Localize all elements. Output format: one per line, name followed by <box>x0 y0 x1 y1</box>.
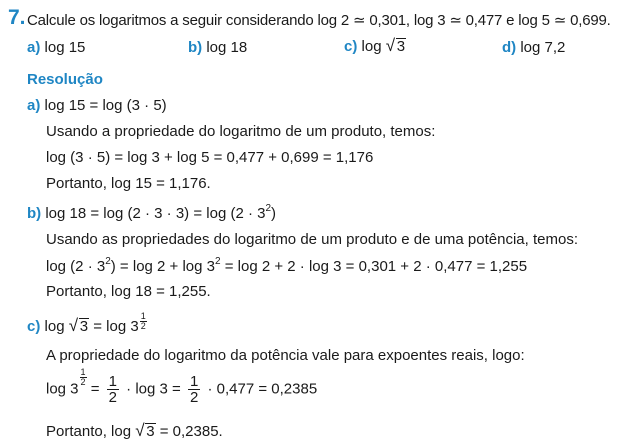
resolution-a-label: a) <box>27 97 41 114</box>
resolution-a-line2: Usando a propriedade do logaritmo de um produto, temos: <box>46 123 436 140</box>
item-b-text: log 18 <box>206 39 248 56</box>
item-b <box>188 39 247 56</box>
resolution-a-eq: log 15 = log (3 · 5) <box>44 97 167 114</box>
exponent-fraction: $\frac{1}{2}$ <box>140 311 146 331</box>
resolution-c-line4: Portanto, log √ 3 = 0,2385. <box>46 421 223 440</box>
resolution-b-line4: Portanto, log 18 = 1,255. <box>46 283 211 300</box>
sqrt-symbol: √ 3 <box>68 316 89 335</box>
resolution-b-line3: $\log (2 \cdot 3^2) = \log 2 + \log 3^2 = \log 2 + 2 \cdot \log 3 = 0,301 + 2 \cdot 0,477 = 1,255$ <box>46 256 528 275</box>
item-b-label: b) <box>188 39 203 56</box>
item-c-radicand: 3 <box>396 38 406 55</box>
item-a-label: a) <box>27 39 41 56</box>
item-a <box>27 39 85 56</box>
resolution-c-line3: log 3 $\frac{1}{2}$ = $\frac{1}{2}$ · log 3 = $\frac{1}{2}$ · 0,477 = 0,2385 <box>46 367 318 406</box>
sqrt-symbol: √ 3 <box>385 36 406 55</box>
resolution-a-line1 <box>27 97 167 114</box>
sqrt-symbol: √ 3 <box>135 421 155 440</box>
resolution-title: Resolução <box>27 71 103 88</box>
resolution-b-eq: $\log 18 = \log (2 \cdot 3 \cdot 3) = \log (2 \cdot 3^2)$ <box>45 203 277 222</box>
resolution-c-line1: c) log √ 3 = log 3 $\frac{1}{2}$ <box>27 311 146 335</box>
exponent-fraction: $\frac{1}{2}$ <box>80 367 86 387</box>
exercise-statement: Calcule os logaritmos a seguir considerando log 2 ≃ 0,301, log 3 ≃ 0,477 e log 5 ≃ 0,699. <box>27 12 611 29</box>
item-a-text: log 15 <box>44 39 86 56</box>
item-c <box>344 38 406 55</box>
resolution-b-line2: Usando as propriedades do logaritmo de um produto e de uma potência, temos: <box>46 231 578 248</box>
resolution-c-label: c) <box>27 318 41 335</box>
item-d-label: d) <box>502 39 517 56</box>
resolution-b-label: b) <box>27 205 42 222</box>
resolution-a-line4: Portanto, log 15 = 1,176. <box>46 175 211 192</box>
item-c-text: log <box>361 38 382 55</box>
fraction-half: $\frac{1}{2}$ <box>189 373 199 406</box>
item-c-label: c) <box>344 38 358 55</box>
fraction-half: $\frac{1}{2}$ <box>108 373 117 406</box>
item-d <box>502 39 565 56</box>
resolution-a-line3: log (3 · 5) = log 3 + log 5 = 0,477 + 0,699 = 1,176 <box>46 149 374 166</box>
resolution-b-line1 <box>27 204 276 222</box>
exercise-number: 7. <box>8 6 26 29</box>
resolution-c-line2: A propriedade do logaritmo da potência vale para expoentes reais, logo: <box>46 347 525 364</box>
item-d-text: log 7,2 <box>520 39 566 56</box>
